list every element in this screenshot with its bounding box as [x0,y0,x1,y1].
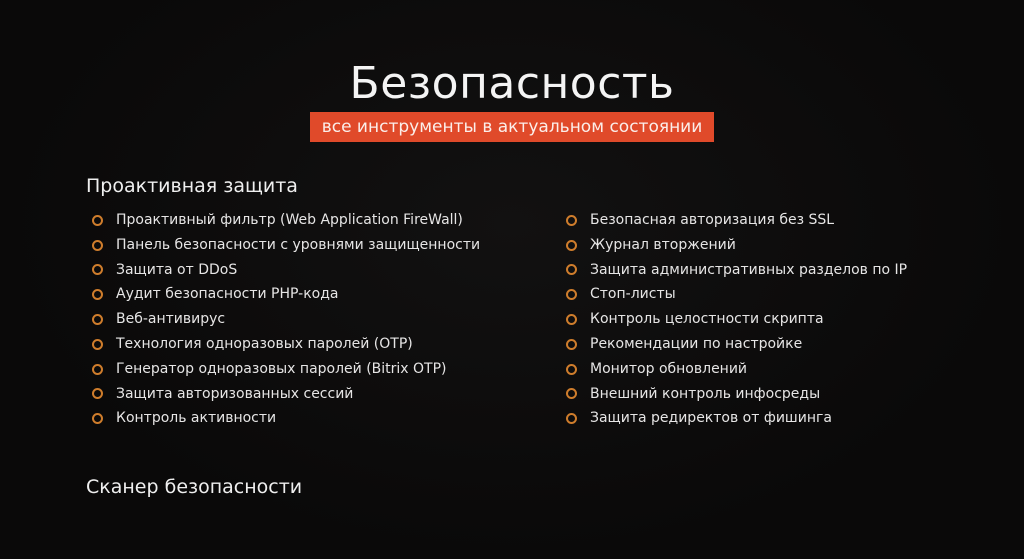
circle-outline-icon [566,289,577,300]
list-item [566,406,1006,431]
circle-outline-icon [566,264,577,275]
circle-outline-icon [92,289,103,300]
list-item [566,208,1006,233]
list-item [566,258,1006,283]
list-item [566,332,1006,357]
section-heading-proactive: Проактивная защита [86,175,298,197]
list-item-label: Защита административных разделов по IP [590,261,908,278]
circle-outline-icon [566,364,577,375]
list-item-label: Панель безопасности с уровнями защищенности [116,236,481,253]
list-item [566,282,1006,307]
list-item [566,233,1006,258]
list-item [566,382,1006,407]
list-item-label: Контроль целостности скрипта [590,311,824,328]
list-item [92,208,542,233]
list-item-label: Проактивный фильтр (Web Application FireWall) [116,212,463,228]
slide-subtitle: все инструменты в актуальном состоянии [310,112,715,142]
circle-outline-icon [566,314,577,325]
list-item-label: Защита редиректов от фишинга [590,410,832,427]
list-item-label: Генератор одноразовых паролей (Bitrix OTP) [116,360,447,377]
list-item-label: Монитор обновлений [590,360,748,377]
list-item-label: Защита от DDoS [116,261,238,278]
list-item-label: Журнал вторжений [590,236,736,253]
circle-outline-icon [566,240,577,251]
list-item-label: Контроль активности [116,410,277,427]
circle-outline-icon [92,339,103,350]
circle-outline-icon [92,240,103,251]
list-item-label: Технология одноразовых паролей (OTP) [116,335,413,352]
circle-outline-icon [92,413,103,424]
slide-title: Безопасность [349,58,675,109]
list-item [92,258,542,283]
list-item-label: Рекомендации по настройке [590,335,803,352]
circle-outline-icon [566,215,577,226]
list-item [566,357,1006,382]
circle-outline-icon [566,413,577,424]
list-item [92,382,542,407]
circle-outline-icon [92,264,103,275]
list-item [92,357,542,382]
list-item-label: Защита авторизованных сессий [116,385,354,402]
circle-outline-icon [92,388,103,399]
list-item [566,307,1006,332]
section-heading-scanner: Сканер безопасности [86,476,303,498]
list-item [92,233,542,258]
list-item [92,332,542,357]
list-item-label: Внешний контроль инфосреды [590,385,821,402]
circle-outline-icon [566,339,577,350]
proactive-list-left [92,208,542,431]
circle-outline-icon [92,364,103,375]
proactive-list-right [566,208,1006,431]
list-item-label: Аудит безопасности PHP-кода [116,286,339,303]
circle-outline-icon [92,215,103,226]
list-item-label: Стоп-листы [590,286,676,303]
list-item-label: Веб-антивирус [116,311,226,328]
list-item [92,282,542,307]
circle-outline-icon [92,314,103,325]
list-item-label: Безопасная авторизация без SSL [590,212,835,228]
list-item [92,406,542,431]
circle-outline-icon [566,388,577,399]
list-item [92,307,542,332]
subtitle-banner [0,112,1024,142]
